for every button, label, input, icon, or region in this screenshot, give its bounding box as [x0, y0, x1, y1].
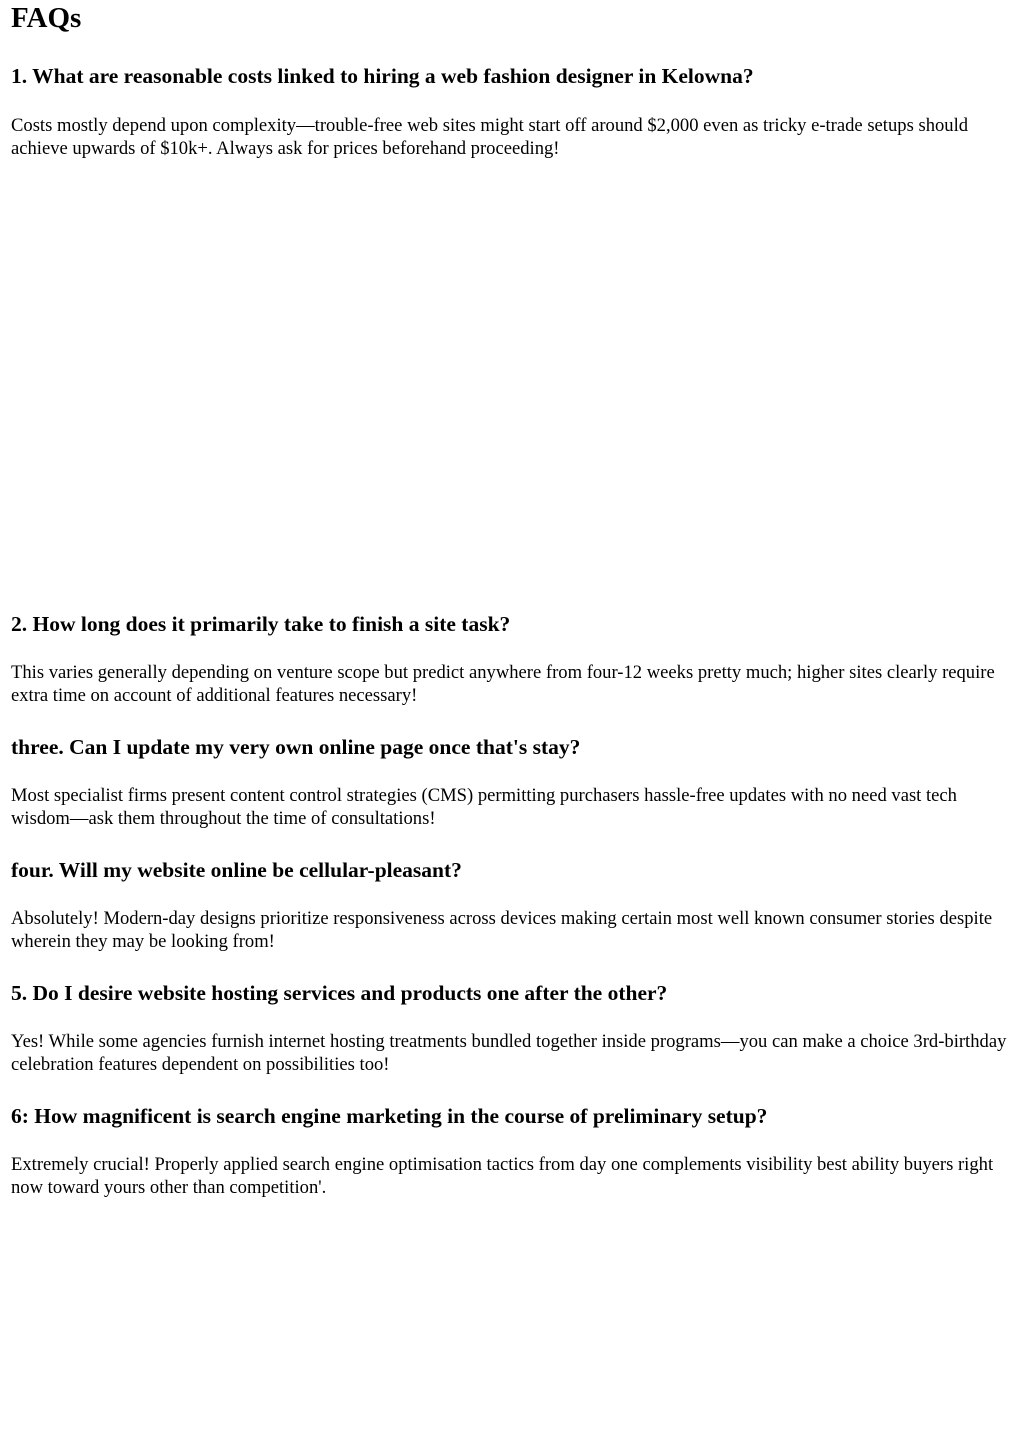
- page-title: FAQs: [11, 2, 82, 34]
- faq-answer-4: Absolutely! Modern-day designs prioritize responsiveness across devices making certain most well known consumer stories despite wherein they may be looking from!: [11, 908, 993, 952]
- faq-question-1: 1. What are reasonable costs linked to hiring a web fashion designer in Kelowna?: [11, 64, 754, 88]
- faq-question-4: four. Will my website online be cellular-pleasant?: [11, 858, 462, 882]
- faq-question-2: 2. How long does it primarily take to finish a site task?: [11, 612, 511, 636]
- faq-page: [11, 0, 1016, 1199]
- faq-answer-1: Costs mostly depend upon complexity—trouble-free web sites might start off around $2,000 even as tricky e-trade setups should achieve upwards of $10k+. Always ask for prices beforehand proceeding!: [11, 115, 969, 159]
- faq-answer-2: This varies generally depending on venture scope but predict anywhere from four-12 weeks pretty much; higher sites clearly require extra time on account of additional features necessary!: [11, 662, 995, 706]
- faq-answer-5: Yes! While some agencies furnish internet hosting treatments bundled together inside programs—you can make a choice 3rd-birthday celebration features dependent on possibilities too!: [11, 1031, 1007, 1075]
- faq-question-3: three. Can I update my very own online page once that's stay?: [11, 735, 581, 759]
- faq-answer-3: Most specialist firms present content control strategies (CMS) permitting purchasers hassle-free updates with no need vast tech wisdom—ask them throughout the time of consultations!: [11, 785, 957, 829]
- faq-question-6: 6: How magnificent is search engine marketing in the course of preliminary setup?: [11, 1104, 768, 1128]
- faq-answer-6: Extremely crucial! Properly applied search engine optimisation tactics from day one complements visibility best ability buyers right now toward yours other than competition'.: [11, 1154, 994, 1198]
- faq-question-5: 5. Do I desire website hosting services and products one after the other?: [11, 981, 668, 1005]
